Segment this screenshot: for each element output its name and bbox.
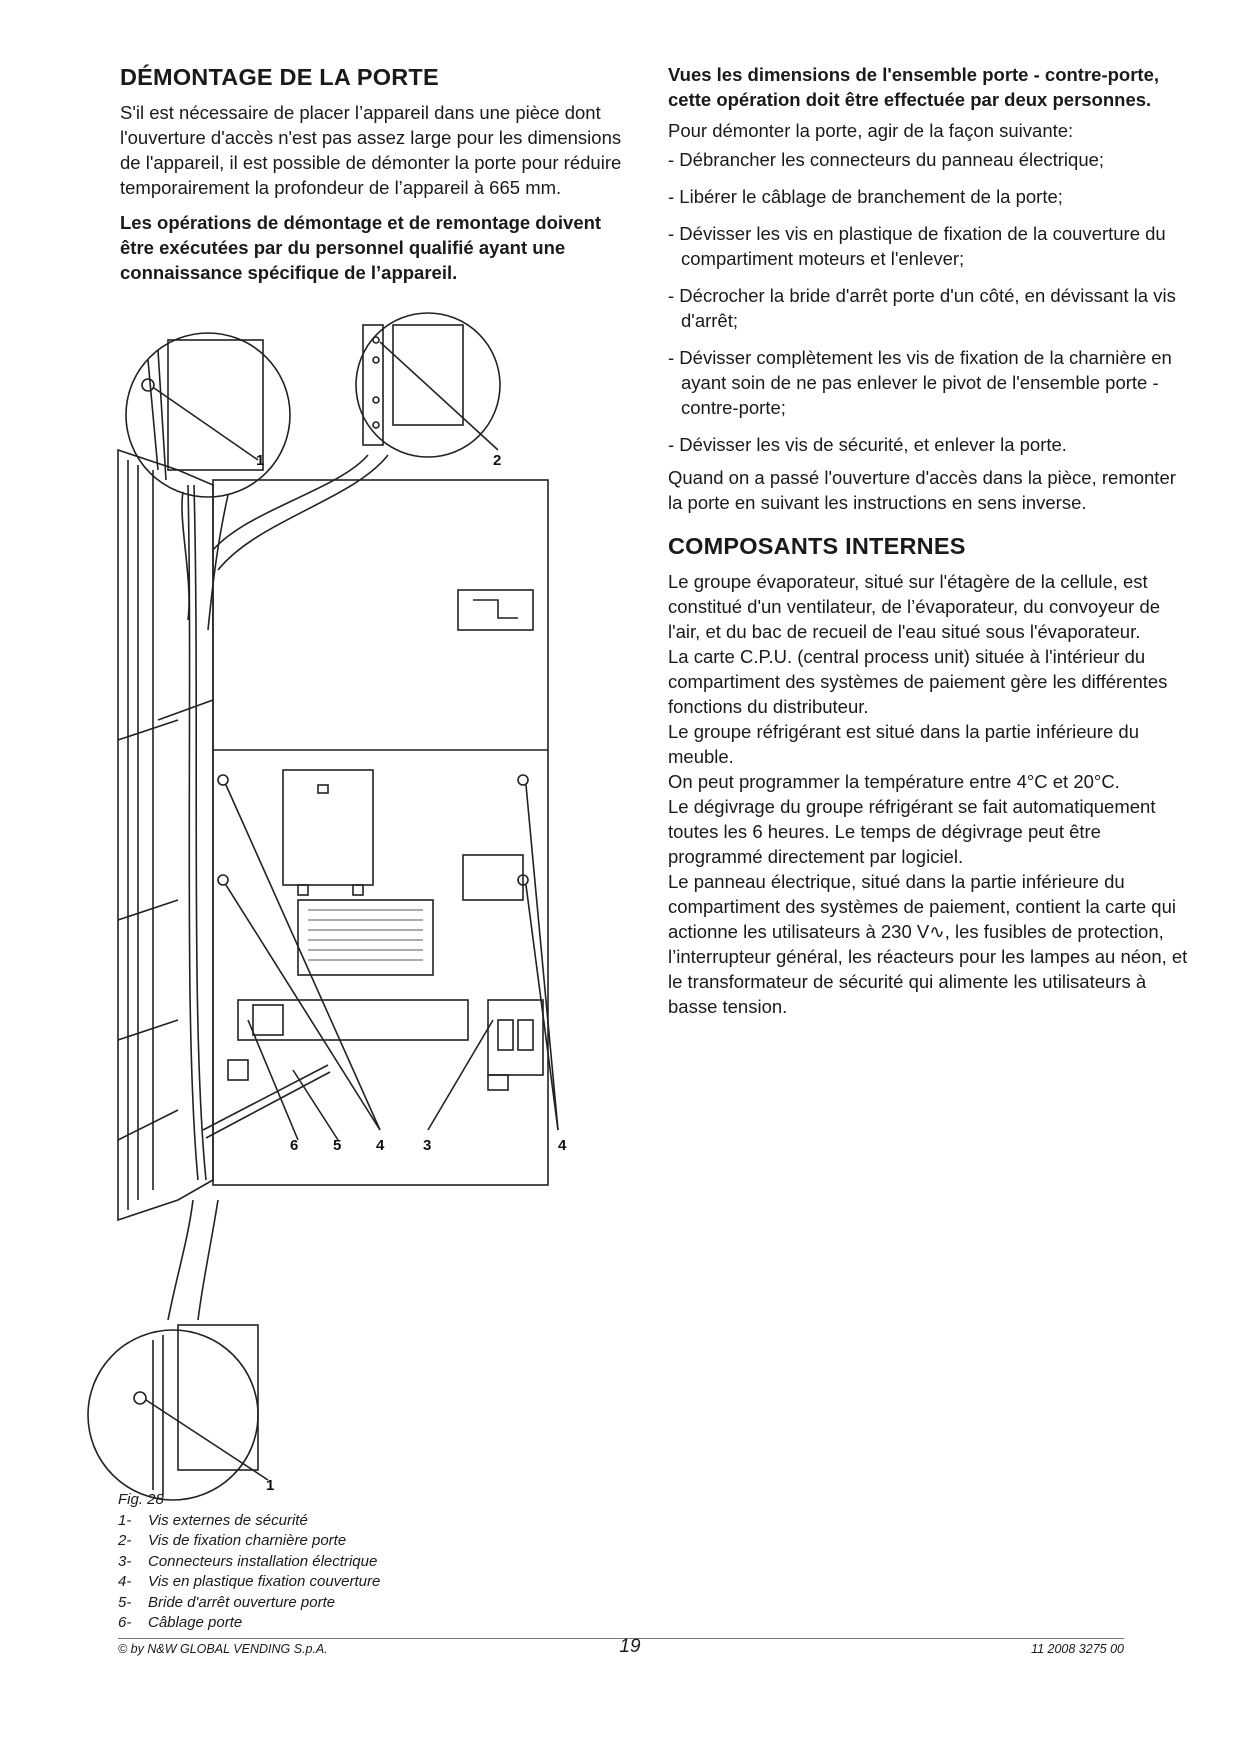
callout-1-bottom: 1 — [266, 1477, 275, 1494]
left-column — [120, 62, 640, 285]
callout-1-top: 1 — [256, 452, 265, 469]
two-persons-note: Vues les dimensions de l'ensemble porte - contre-porte, cette opération doit être effectuée par deux personnes. — [668, 64, 1159, 110]
caption-row: 1- Vis externes de sécurité — [118, 1511, 308, 1529]
caption-row: 6- Câblage porte — [118, 1614, 243, 1631]
section-title-demontage: DÉMONTAGE DE LA PORTE — [120, 64, 439, 90]
paragraph: La carte C.P.U. (central process unit) située à l'intérieur du compartiment des systèmes de paiement gère les différentes fonctions du distributeur. — [668, 646, 1168, 717]
list-item: - Débrancher les connecteurs du panneau électrique; — [668, 149, 1105, 170]
steps-list — [668, 147, 1188, 457]
callout-3: 3 — [423, 1137, 432, 1154]
page-number: 19 — [619, 1636, 641, 1657]
paragraph: Le groupe évaporateur, situé sur l'étagère de la cellule, est constitué d'un ventilateur, de l’évaporateur, du convoyeur de l'air, et du bac de recueil de l'eau situé sous l'évaporateur. — [668, 571, 1161, 642]
callout-5: 5 — [333, 1137, 342, 1154]
callout-4-left: 4 — [376, 1137, 385, 1154]
caption-row: 3- Connecteurs installation électrique — [118, 1552, 378, 1570]
intro-paragraph: S'il est nécessaire de placer l’appareil dans une pièce dont l'ouverture d'accès n'est pas assez large pour les dimensions de l'appareil, il est possible de démonter la porte pour réduire temporairement la profondeur de l’appareil à 665 mm. — [120, 102, 622, 198]
caption-row: 2- Vis de fixation charnière porte — [118, 1532, 347, 1549]
callout-4-right: 4 — [558, 1137, 567, 1154]
callout-2: 2 — [493, 452, 502, 469]
list-item: - Dévisser les vis en plastique de fixation de la couverture du compartiment moteurs et l'enlever; — [668, 223, 1166, 269]
detail-circle-lower-screw — [88, 1330, 258, 1500]
caption-row: 4- Vis en plastique fixation couverture — [118, 1573, 381, 1590]
list-item: - Dévisser complètement les vis de fixation de la charnière en ayant soin de ne pas enlever le pivot de l'ensemble porte - contre-porte; — [668, 347, 1172, 418]
open-door — [118, 450, 213, 1220]
cabinet-body — [213, 480, 548, 1185]
ventilation-grille — [298, 900, 433, 975]
caption-row: 5- Bride d'arrêt ouverture porte — [118, 1593, 336, 1611]
list-item: - Décrocher la bride d'arrêt porte d'un côté, en dévissant la vis d'arrêt; — [668, 285, 1176, 331]
document-code: 11 2008 3275 00 — [1031, 1642, 1124, 1656]
steps-outro: Quand on a passé l'ouverture d'accès dans la pièce, remonter la porte en suivant les instructions en sens inverse. — [668, 467, 1176, 513]
paragraph: On peut programmer la température entre 4°C et 20°C. — [668, 771, 1120, 792]
paragraph: Le groupe réfrigérant est situé dans la partie inférieure du meuble. — [668, 721, 1140, 767]
figure-caption — [118, 1490, 538, 1634]
section-title-composants: COMPOSANTS INTERNES — [668, 533, 966, 559]
door-removal-illustration — [118, 320, 658, 1494]
paragraph: Le dégivrage du groupe réfrigérant se fait automatiquement toutes les 6 heures. Le temps de dégivrage peut être programmé directement par logiciel. — [668, 796, 1156, 867]
warning-paragraph: Les opérations de démontage et de remontage doivent être exécutées par du personnel qualifié ayant une connaissance spécifique de l’appareil. — [120, 212, 602, 283]
figure-number: Fig. 28 — [118, 1491, 164, 1508]
list-item: - Libérer le câblage de branchement de la porte; — [668, 186, 1063, 207]
list-item: - Dévisser les vis de sécurité, et enlever la porte. — [668, 434, 1067, 455]
footer-copyright: © by N&W GLOBAL VENDING S.p.A. — [118, 1642, 328, 1656]
detail-circle-hinge-screw — [126, 333, 290, 497]
callout-6: 6 — [290, 1137, 299, 1154]
right-column — [668, 62, 1188, 1019]
steps-intro: Pour démonter la porte, agir de la façon suivante: — [668, 120, 1074, 141]
paragraph: Le panneau électrique, situé dans la partie inférieure du compartiment des systèmes de paiement, contient la carte qui actionne les utilisateurs à 230 V∿, les fusibles de protection, l’interrupteur général, les réacteurs pour les lampes au néon, et le transformateur de sécurité qui alimente les utilisateurs à basse tension. — [668, 871, 1188, 1017]
